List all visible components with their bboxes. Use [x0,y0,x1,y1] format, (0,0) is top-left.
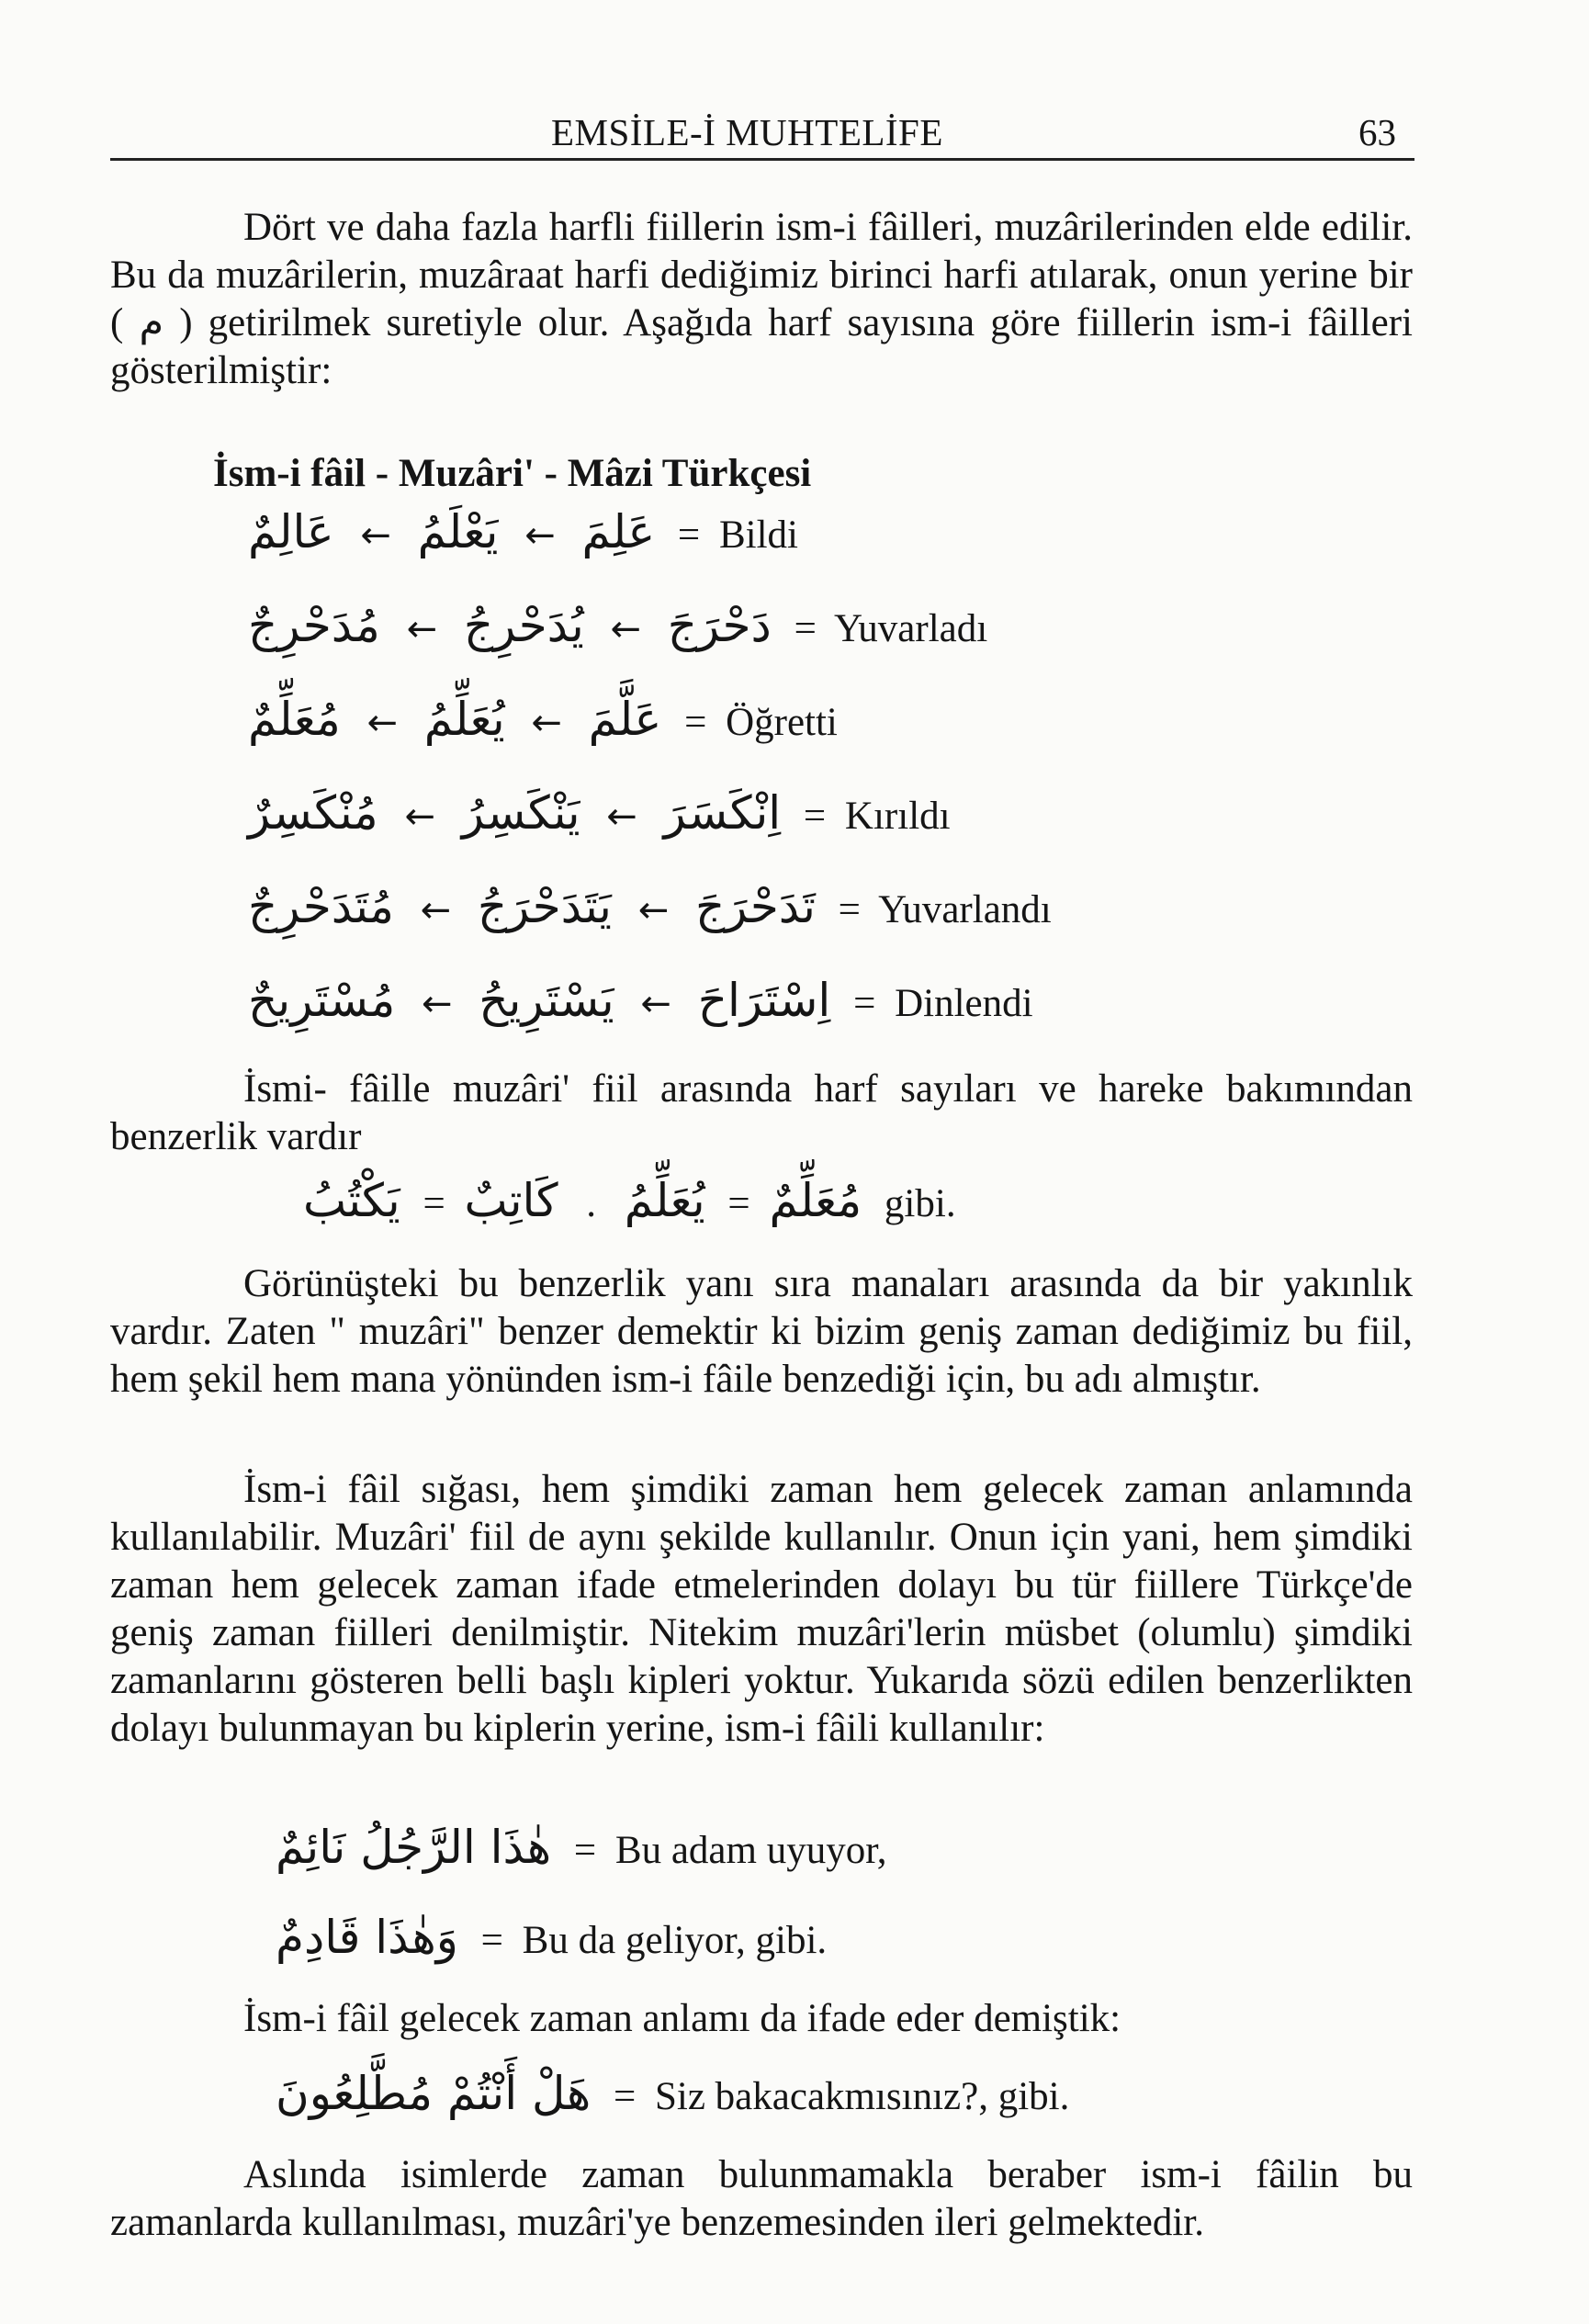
conjugation-row [248,693,1350,766]
arrow-icon: ← [610,608,642,650]
table-header: İsm-i fâil - Muzâri' - Mâzi Türkçesi [213,452,812,495]
arrow-icon: ← [360,514,391,557]
muzari: يَتَدَحْرَجُ [477,880,612,933]
header-title: EMSİLE-İ MUHTELİFE [551,111,943,153]
ism-i-fail: عَالِمٌ [248,505,334,558]
paragraph-conclusion-text: Aslında isimlerde zaman bulunmamakla beraber ism-i fâilin bu zamanlarda kullanılması, muzâri'ye benzemesinden ileri gelmektedir. [110,2153,1413,2244]
arrow-icon: ← [637,889,670,931]
conjugation-row [248,786,1350,860]
arabic-word: يَكْتُبُ [303,1174,400,1227]
arrow-icon: ← [420,889,452,931]
arabic-word: كَاتِبٌ [464,1174,558,1227]
arabic-word: مُعَلِّمٌ [769,1174,862,1227]
ism-i-fail: مُسْتَرِيحٌ [248,974,396,1027]
equals-sign: = [794,607,817,650]
paragraph-intro [110,204,1413,395]
ism-i-fail: مُعَلِّمٌ [248,693,341,746]
example-translation: Siz bakacakmısınız?, gibi. [654,2075,1070,2118]
muzari: يُدَحْرِجُ [463,599,584,652]
equals-sign: = [853,982,876,1025]
mazi: تَدَحْرَجَ [694,880,816,933]
paragraph-usage [110,1466,1413,1753]
gibi-label: gibi. [884,1182,956,1225]
conjugation-row [248,974,1350,1047]
paragraph-usage-text: İsm-i fâil sığası, hem şimdiki zaman hem gelecek zaman anlamında kullanılabilir. Muzâri' fiil de aynı şekilde kullanılır. Onun için yani, hem şimdiki zaman hem gelecek zaman ifade etmelerinden dolayı bu tür fiillere Türkçe'de geniş zaman fiilleri denilmiştir. Nitekim muzâri'lerin müsbet (olumlu) şimdiki zamanlarını gösteren belli başlı kipleri yoktur. Yukarıda sözü edilen benzerlikten dolayı bulunmayan bu kiplerin yerine, ism-i fâili kullanılır: [110,1468,1413,1750]
turkish-meaning: Yuvarlandı [878,888,1052,931]
running-header [110,103,1414,161]
arabic-example: وَهٰذَا قَادِمٌ [276,1911,458,1964]
example-row [276,1911,1378,1984]
paragraph-semantics-text: Görünüşteki bu benzerlik yanı sıra manaları arasında da bir yakınlık vardır. Zaten " muzâri" benzer demektir ki bizim geniş zaman dediğimiz bu fiil, hem şekil hem mana yönünden ism-i fâile benzediği için, bu adı almıştır. [110,1262,1413,1401]
arrow-icon: ← [524,514,556,557]
turkish-meaning: Kırıldı [844,795,951,838]
mazi: دَحْرَجَ [667,599,772,652]
muzari: يَنْكَسِرُ [461,786,580,840]
equals-sign: = [423,1182,445,1225]
page-number: 63 [1358,111,1396,153]
paragraph-conclusion [110,2151,1413,2247]
example-row [276,2067,1378,2140]
mazi: اِسْتَرَاحَ [697,974,831,1027]
equals-sign: = [613,2075,637,2118]
turkish-meaning: Bildi [718,513,798,557]
ism-i-fail: مُنْكَسِرٌ [248,786,378,840]
muzari: يَسْتَرِيحُ [479,974,614,1027]
conjugation-row [248,505,1350,579]
paragraph-intro-text: Dört ve daha fazla harfli fiillerin ism-i fâilleri, muzârilerinden elde edilir. Bu da muzârilerin, muzâraat harfi dediğimiz birinci harfi atılarak, onun yerine bir ( م ) getirilmek suretiyle olur. Aşağıda harf sayısına göre fiillerin ism-i fâilleri gösterilmiştir: [110,206,1413,392]
turkish-meaning: Dinlendi [895,982,1033,1025]
arabic-example: هٰذَا الرَّجُلُ نَائِمٌ [276,1821,552,1874]
arabic-word: يُعَلِّمُ [624,1174,705,1227]
equals-sign: = [803,795,827,838]
conjugation-row [248,880,1350,953]
arrow-icon: ← [531,702,562,744]
example-row [276,1821,1378,1894]
paragraph-future-text: İsm-i fâil gelecek zaman anlamı da ifade eder demiştik: [243,1997,1121,2040]
paragraph-similarity [110,1066,1413,1161]
equals-sign: = [838,888,861,931]
equals-sign: = [727,1182,750,1225]
arrow-icon: ← [606,795,637,838]
equals-sign: = [684,701,707,744]
paragraph-similarity-text: İsmi- fâille muzâri' fiil arasında harf sayıları ve hareke bakımından benzerlik vardır [110,1067,1413,1158]
turkish-meaning: Öğretti [726,701,838,744]
arrow-icon: ← [404,795,435,838]
arabic-example: هَلْ أَنْتُمْ مُطَّلِعُونَ [276,2067,592,2120]
equals-sign: = [480,1919,503,1962]
ism-i-fail: مُتَدَحْرِجٌ [248,880,394,933]
mazi: اِنْكَسَرَ [663,786,782,840]
arrow-icon: ← [366,702,398,744]
muzari: يُعَلِّمُ [423,693,505,746]
example-translation: Bu adam uyuyor, [614,1829,887,1872]
paragraph-future [110,1995,1413,2043]
example-translation: Bu da geliyor, gibi. [522,1919,828,1962]
muzari: يَعْلَمُ [417,505,499,558]
mazi: عَلِمَ [581,505,656,558]
conjugation-row [248,599,1350,672]
mazi: عَلَّمَ [588,693,662,746]
arrow-icon: ← [406,608,438,650]
similarity-examples: يَكْتُبُ = كَاتِبٌ . يُعَلِّمُ = مُعَلِّمٌ gibi. [303,1174,956,1227]
paragraph-semantics [110,1260,1413,1404]
arrow-icon: ← [422,983,453,1025]
equals-sign: = [677,513,701,557]
ism-i-fail: مُدَحْرِجٌ [248,599,380,652]
arrow-icon: ← [640,983,671,1025]
turkish-meaning: Yuvarladı [834,607,988,650]
equals-sign: = [573,1829,597,1872]
